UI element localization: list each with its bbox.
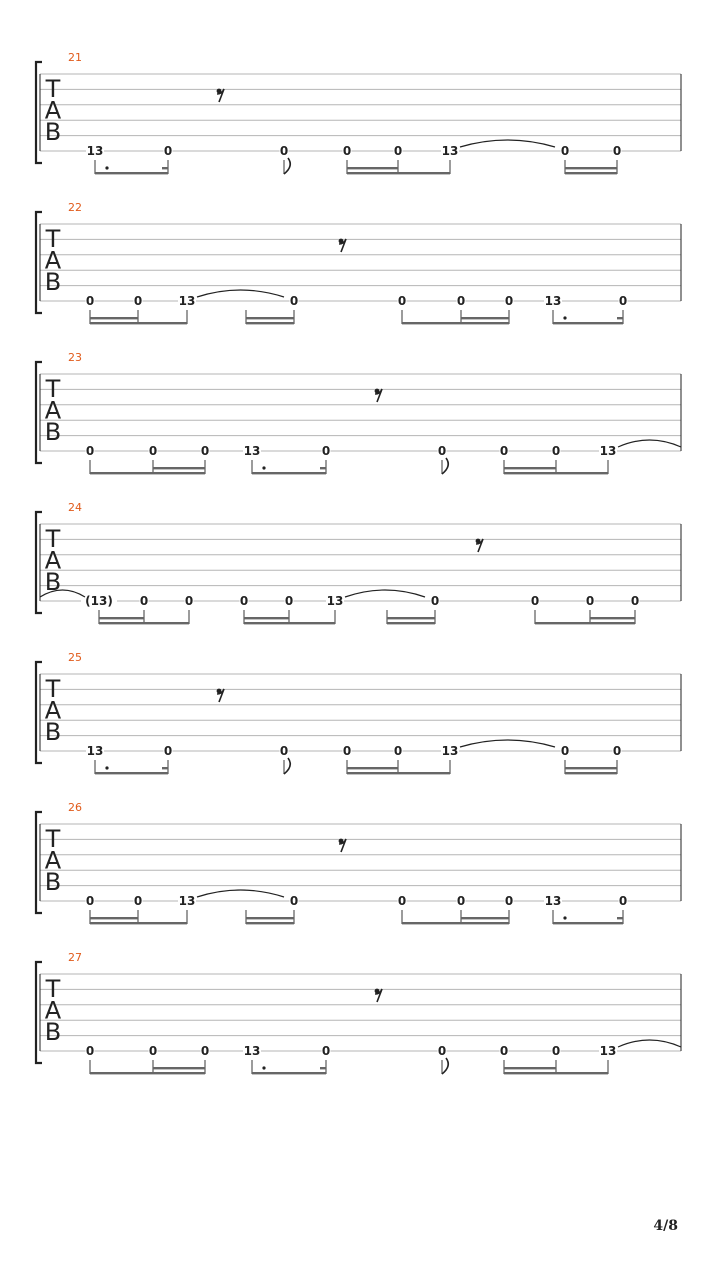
fret-number: 0	[85, 444, 95, 458]
fret-number: 0	[393, 744, 403, 758]
beam-primary	[90, 472, 205, 474]
rhythm-dot	[563, 916, 566, 919]
tab-letter-a: A	[44, 996, 62, 1025]
beam-primary	[565, 172, 617, 174]
beam-primary	[90, 922, 187, 924]
fret-number: 13	[178, 894, 196, 908]
fret-number: 0	[504, 894, 514, 908]
beam-primary	[535, 622, 635, 624]
system-bracket	[36, 662, 42, 763]
beam-primary	[347, 772, 450, 774]
fret-number: 0	[200, 444, 210, 458]
fret-number: 13	[326, 594, 344, 608]
beam-primary	[95, 772, 168, 774]
fret-number: 0	[393, 144, 403, 158]
fret-number: 0	[618, 294, 628, 308]
beam-secondary	[347, 167, 398, 169]
tie-arc	[345, 590, 425, 597]
beam-secondary	[153, 1067, 205, 1069]
rhythm-dot	[105, 766, 108, 769]
tie-arc	[618, 1040, 681, 1047]
fret-number: 13	[544, 294, 562, 308]
beam-secondary	[153, 467, 205, 469]
measure-number: 23	[68, 351, 82, 364]
rhythm-dot	[262, 466, 265, 469]
fret-number: 0	[321, 1044, 331, 1058]
tab-letter-t: T	[45, 525, 61, 553]
tie-arc	[460, 140, 555, 147]
tab-letter-a: A	[44, 846, 62, 875]
fret-number: 0	[85, 1044, 95, 1058]
fret-number: 0	[200, 1044, 210, 1058]
tab-letter-b: B	[44, 118, 62, 146]
fret-number: 13	[243, 444, 261, 458]
fret-number: 0	[321, 444, 331, 458]
beam-primary	[565, 772, 617, 774]
tab-letter-a: A	[44, 96, 62, 125]
fret-number: (13)	[85, 594, 113, 608]
tab-letter-b: B	[44, 568, 62, 596]
beam-primary	[553, 922, 623, 924]
measure-number: 25	[68, 651, 82, 664]
beam-secondary	[461, 917, 509, 919]
fret-number: 0	[85, 294, 95, 308]
fret-number: 0	[397, 894, 407, 908]
tab-letter-t: T	[45, 975, 61, 1003]
tab-letter-t: T	[45, 225, 61, 253]
tab-letter-b: B	[44, 1018, 62, 1046]
fret-number: 0	[148, 1044, 158, 1058]
beam-secondary	[244, 617, 289, 619]
beam-secondary	[90, 317, 138, 319]
fret-number: 0	[551, 444, 561, 458]
tab-letter-a: A	[44, 396, 62, 425]
beam-partial	[162, 767, 168, 769]
note-flag	[284, 758, 290, 774]
measure-number: 24	[68, 501, 82, 514]
fret-number: 0	[530, 594, 540, 608]
beam-secondary	[347, 767, 398, 769]
fret-number: 0	[289, 294, 299, 308]
fret-number: 0	[456, 894, 466, 908]
beam-secondary	[461, 317, 509, 319]
fret-number: 13	[86, 144, 104, 158]
rhythm-dot	[563, 316, 566, 319]
rhythm-dot	[105, 166, 108, 169]
beam-primary	[90, 322, 187, 324]
fret-number: 0	[289, 894, 299, 908]
beam-secondary	[590, 617, 635, 619]
fret-number: 0	[560, 144, 570, 158]
beam-secondary	[387, 617, 435, 619]
beam-partial	[320, 467, 326, 469]
beam-primary	[95, 172, 168, 174]
fret-number: 13	[243, 1044, 261, 1058]
fret-number: 0	[163, 744, 173, 758]
fret-number: 0	[397, 294, 407, 308]
fret-number: 0	[612, 144, 622, 158]
beam-primary	[99, 622, 189, 624]
fret-number: 0	[499, 444, 509, 458]
fret-number: 0	[133, 894, 143, 908]
fret-number: 0	[585, 594, 595, 608]
measure-number: 26	[68, 801, 82, 814]
fret-number: 0	[504, 294, 514, 308]
beam-secondary	[99, 617, 144, 619]
tab-letter-t: T	[45, 825, 61, 853]
fret-number: 0	[430, 594, 440, 608]
beam-secondary	[504, 1067, 556, 1069]
fret-number: 0	[612, 744, 622, 758]
beam-primary	[347, 172, 450, 174]
beam-secondary	[246, 917, 294, 919]
beam-primary	[504, 1072, 608, 1074]
fret-number: 0	[551, 1044, 561, 1058]
rhythm-dot	[262, 1066, 265, 1069]
system-bracket	[36, 212, 42, 313]
beam-primary	[504, 472, 608, 474]
fret-number: 13	[178, 294, 196, 308]
page-number: 4/8	[653, 1218, 678, 1234]
note-flag	[442, 458, 448, 474]
beam-primary	[90, 1072, 205, 1074]
fret-number: 0	[342, 744, 352, 758]
fret-number: 0	[148, 444, 158, 458]
measure-number: 27	[68, 951, 82, 964]
tab-letter-b: B	[44, 868, 62, 896]
beam-partial	[617, 317, 623, 319]
system-bracket	[36, 362, 42, 463]
tab-letter-t: T	[45, 675, 61, 703]
tab-letter-b: B	[44, 418, 62, 446]
fret-number: 0	[139, 594, 149, 608]
fret-number: 0	[163, 144, 173, 158]
beam-primary	[553, 322, 623, 324]
fret-number: 0	[342, 144, 352, 158]
fret-number: 0	[279, 744, 289, 758]
beam-secondary	[246, 317, 294, 319]
beam-primary	[387, 622, 435, 624]
system-bracket	[36, 812, 42, 913]
measure-number: 22	[68, 201, 82, 214]
fret-number: 0	[239, 594, 249, 608]
fret-number: 0	[618, 894, 628, 908]
fret-number: 0	[85, 894, 95, 908]
system-bracket	[36, 512, 42, 613]
fret-number: 0	[284, 594, 294, 608]
beam-primary	[244, 622, 335, 624]
beam-secondary	[504, 467, 556, 469]
tab-letter-b: B	[44, 268, 62, 296]
beam-partial	[162, 167, 168, 169]
measure-number: 21	[68, 51, 82, 64]
tie-arc	[618, 440, 681, 447]
beam-primary	[252, 472, 326, 474]
fret-number: 0	[437, 1044, 447, 1058]
fret-number: 0	[560, 744, 570, 758]
fret-number: 0	[437, 444, 447, 458]
beam-primary	[402, 922, 509, 924]
fret-number: 13	[599, 444, 617, 458]
beam-partial	[617, 917, 623, 919]
fret-number: 13	[544, 894, 562, 908]
system-bracket	[36, 62, 42, 163]
fret-number: 13	[441, 144, 459, 158]
system-bracket	[36, 962, 42, 1063]
fret-number: 0	[630, 594, 640, 608]
tie-arc	[197, 290, 284, 297]
beam-primary	[402, 322, 509, 324]
fret-number: 0	[184, 594, 194, 608]
beam-primary	[252, 1072, 326, 1074]
fret-number: 0	[279, 144, 289, 158]
tab-letter-a: A	[44, 696, 62, 725]
fret-number: 0	[133, 294, 143, 308]
beam-secondary	[565, 167, 617, 169]
tie-arc	[197, 890, 284, 897]
tab-letter-a: A	[44, 546, 62, 575]
fret-number: 13	[599, 1044, 617, 1058]
tab-letter-t: T	[45, 375, 61, 403]
fret-number: 13	[86, 744, 104, 758]
tab-letter-b: B	[44, 718, 62, 746]
fret-number: 0	[499, 1044, 509, 1058]
fret-number: 13	[441, 744, 459, 758]
fret-number: 0	[456, 294, 466, 308]
note-flag	[284, 158, 290, 174]
beam-secondary	[90, 917, 138, 919]
beam-secondary	[565, 767, 617, 769]
beam-partial	[320, 1067, 326, 1069]
beam-primary	[246, 922, 294, 924]
beam-primary	[246, 322, 294, 324]
tab-letter-a: A	[44, 246, 62, 275]
tie-arc	[460, 740, 555, 747]
note-flag	[442, 1058, 448, 1074]
tab-letter-t: T	[45, 75, 61, 103]
